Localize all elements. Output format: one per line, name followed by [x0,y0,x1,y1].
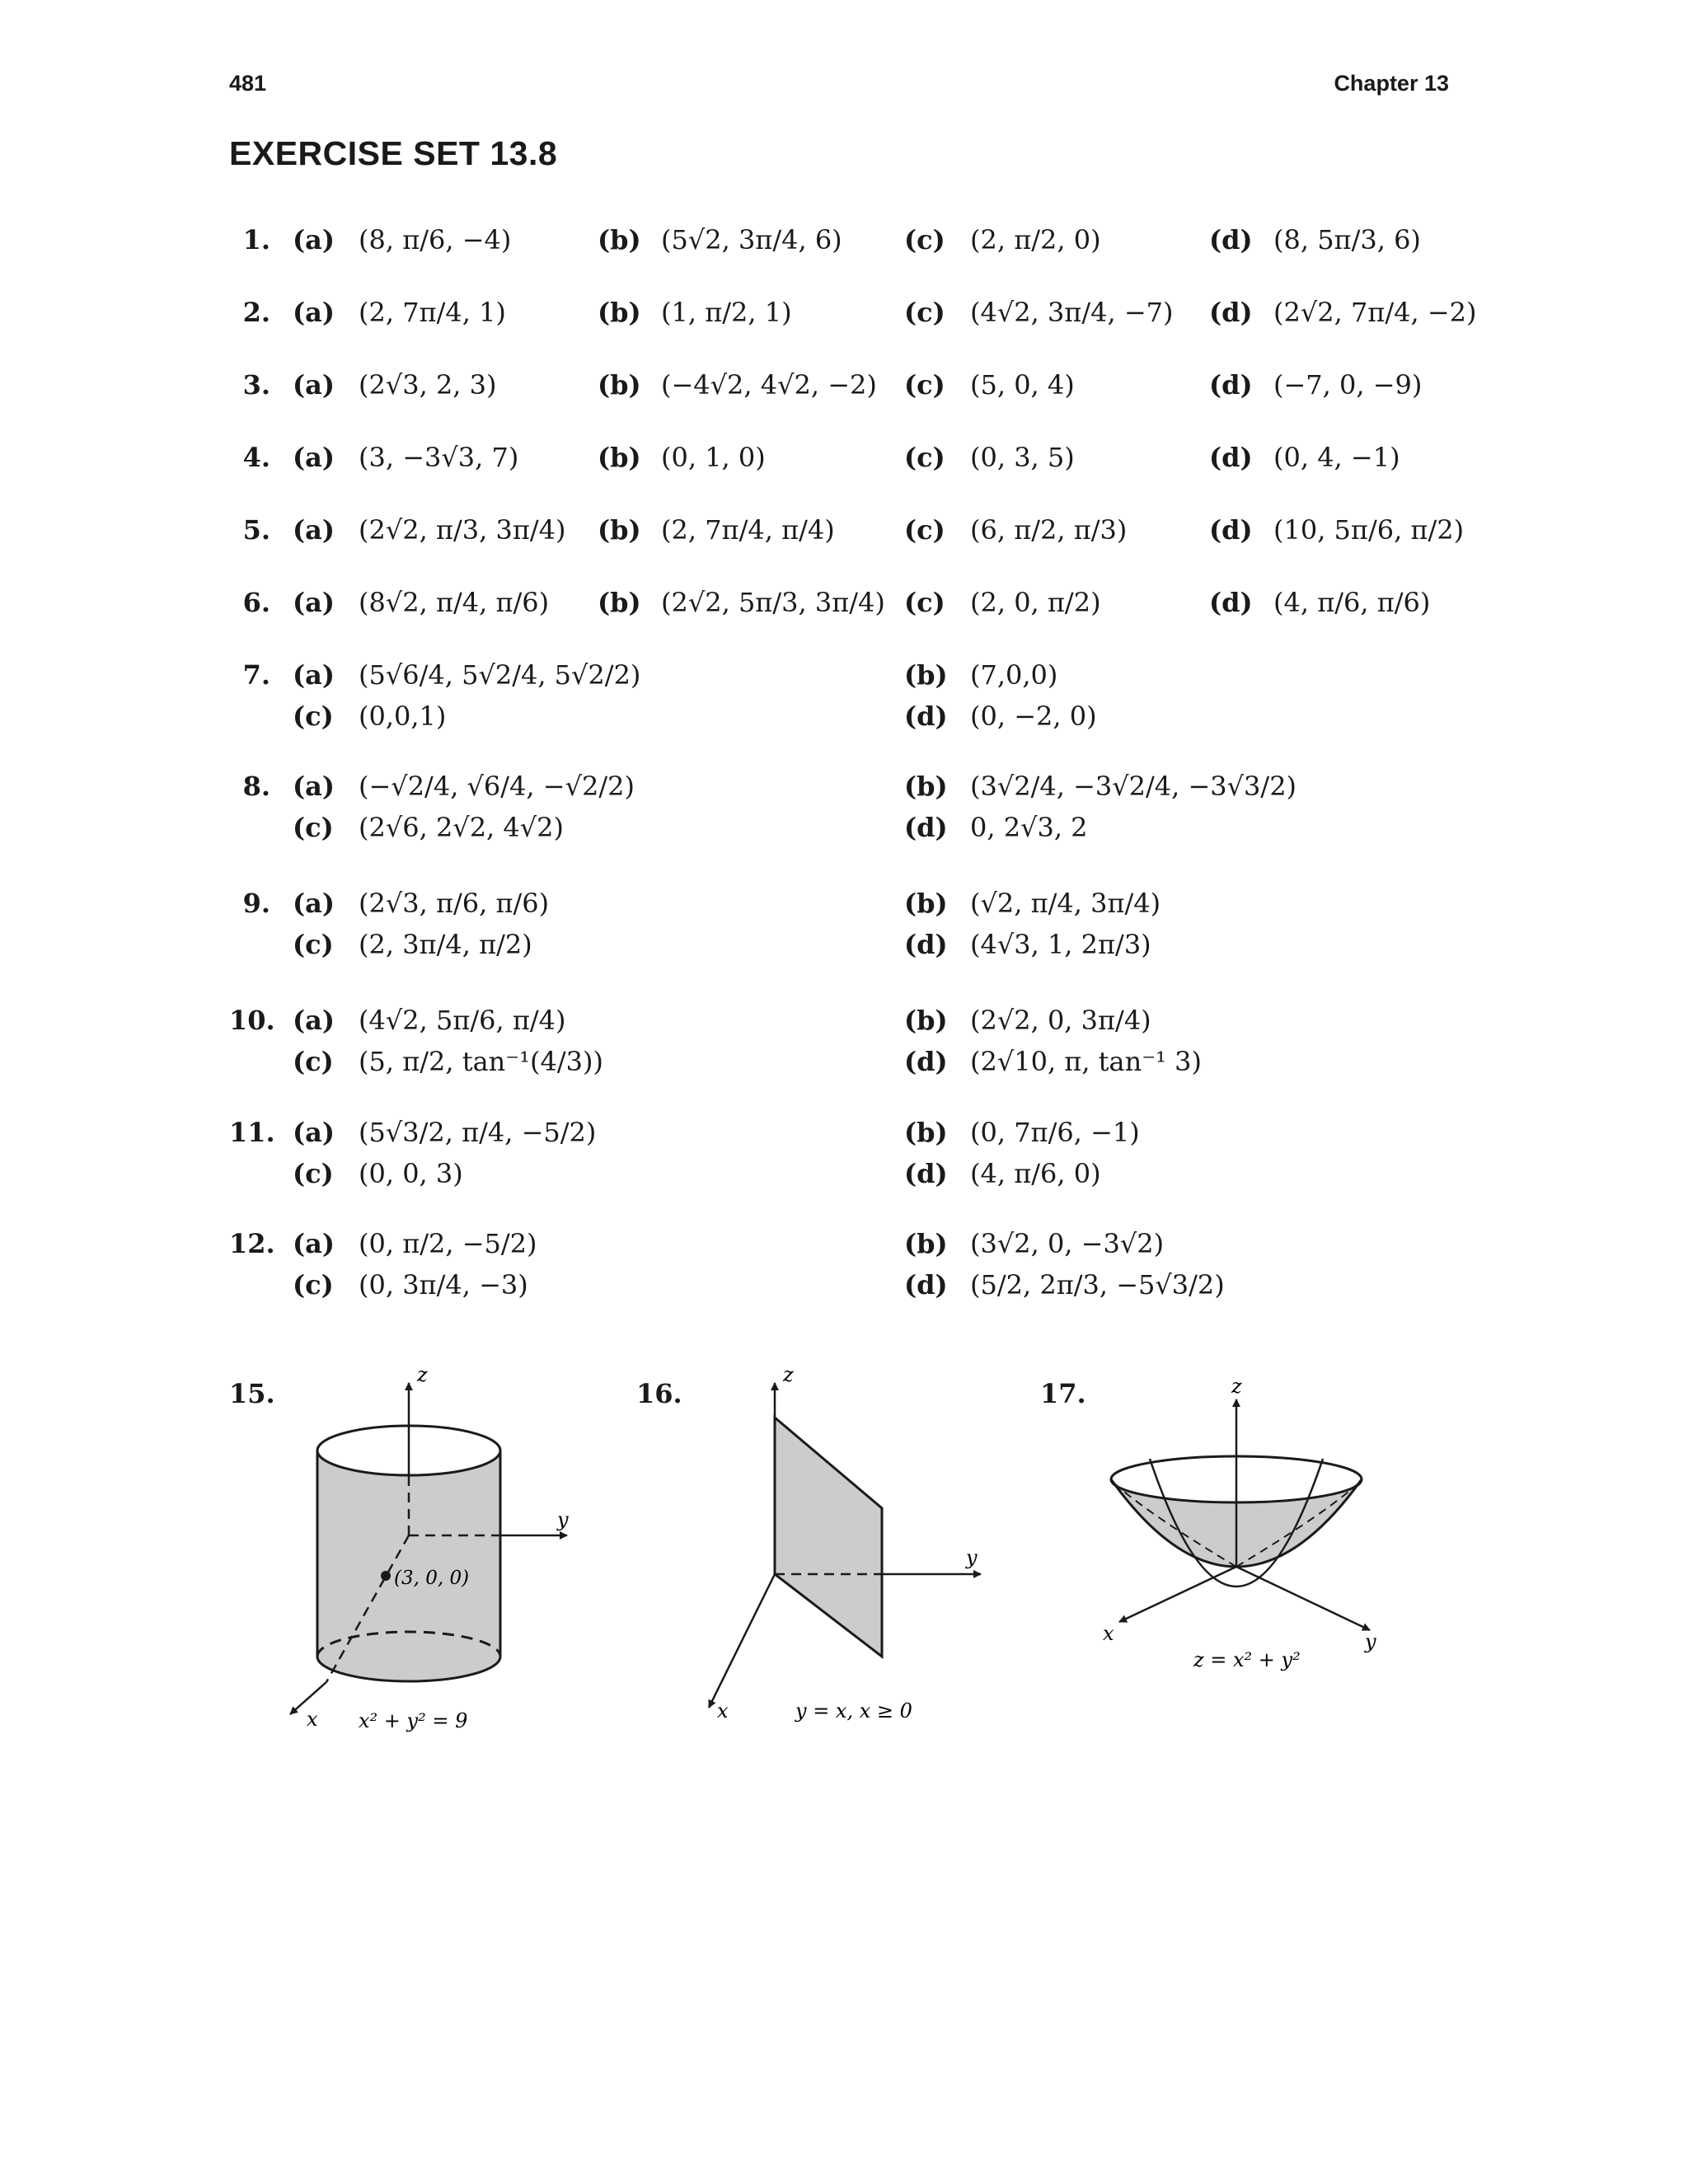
exercise-7 [229,659,1465,750]
answer-c: (4√2, 3π/4, −7) [970,297,1174,328]
part-label-d: (d) [904,701,948,732]
exercise-number: 7. [242,659,270,691]
answer-d: (0, −2, 0) [970,701,1097,732]
answer-b: (2√2, 0, 3π/4) [970,1005,1151,1036]
answer-a: (8√2, π/4, π/6) [359,587,550,618]
answer-a: (2, 7π/4, 1) [359,297,506,328]
answer-b: (3√2, 0, −3√2) [970,1228,1165,1259]
answer-a: (5√3/2, π/4, −5/2) [359,1117,597,1148]
part-label-a: (a) [293,659,335,691]
f16-x-axis-label: x [717,1699,729,1722]
f16-z-axis-label: z [783,1368,794,1386]
part-label-c: (c) [293,701,334,732]
answer-d: 0, 2√3, 2 [970,812,1088,843]
part-label-b: (b) [904,1005,948,1036]
part-label-a: (a) [293,297,335,328]
part-label-b: (b) [598,369,641,401]
part-label-b: (b) [904,1117,948,1148]
exercise-number: 12. [229,1228,275,1259]
part-label-a: (a) [293,369,335,401]
page-number: 481 [229,71,267,96]
f15-z-axis-label: z [417,1368,428,1386]
f17-caption: z = x² + y² [1193,1648,1301,1671]
answer-a: (3, −3√3, 7) [359,442,519,473]
answer-b: (1, π/2, 1) [661,297,792,328]
answer-b: (√2, π/4, 3π/4) [970,888,1161,919]
answer-b: (0, 1, 0) [661,442,766,473]
part-label-a: (a) [293,1005,335,1036]
part-label-b: (b) [598,297,641,328]
answer-a: (2√3, 2, 3) [359,369,497,401]
answer-d: (4√3, 1, 2π/3) [970,929,1151,960]
answer-d: (5/2, 2π/3, −5√3/2) [970,1269,1225,1301]
part-label-c: (c) [904,297,945,328]
figure-17-number: 17. [1040,1378,1086,1409]
answer-a: (0, π/2, −5/2) [359,1228,537,1259]
page-title: EXERCISE SET 13.8 [229,134,558,172]
part-label-a: (a) [293,771,335,802]
part-label-d: (d) [904,1269,948,1301]
part-label-d: (d) [904,1046,948,1077]
answer-b: (5√2, 3π/4, 6) [661,224,842,255]
part-label-c: (c) [904,587,945,618]
answer-b: (3√2/4, −3√2/4, −3√3/2) [970,771,1297,802]
part-label-a: (a) [293,1117,335,1148]
part-label-c: (c) [293,1269,334,1301]
part-label-d: (d) [1209,587,1253,618]
exercise-number: 11. [229,1117,275,1148]
chapter-label: Chapter 13 [1334,71,1449,96]
part-label-c: (c) [904,442,945,473]
answer-d: (2√10, π, tan⁻¹ 3) [970,1046,1202,1077]
exercise-9 [229,888,1465,978]
f15-point-label: (3, 0, 0) [394,1568,470,1589]
exercise-number: 4. [242,442,270,473]
f17-z-axis-label: z [1231,1375,1242,1398]
figure-16-plane [692,1368,1006,1747]
part-label-b: (b) [598,514,641,546]
part-label-b: (b) [598,587,641,618]
part-label-b: (b) [904,771,948,802]
answer-c: (0, 3, 5) [970,442,1075,473]
f17-y-axis-label: y [1365,1630,1376,1653]
answer-d: (10, 5π/6, π/2) [1273,514,1465,546]
part-label-c: (c) [293,812,334,843]
part-label-d: (d) [1209,297,1253,328]
part-label-c: (c) [904,369,945,401]
part-label-c: (c) [293,1158,334,1189]
exercise-number: 9. [242,888,270,919]
figure-17-paraboloid [1096,1368,1426,1681]
answer-c: (2, π/2, 0) [970,224,1101,255]
answer-c: (6, π/2, π/3) [970,514,1128,546]
part-label-b: (b) [598,224,641,255]
answer-c: (0, 3π/4, −3) [359,1269,528,1301]
part-label-b: (b) [904,659,948,691]
answer-b: (7,0,0) [970,659,1058,691]
exercise-number: 2. [242,297,270,328]
answer-b: (−4√2, 4√2, −2) [661,369,877,401]
part-label-c: (c) [293,929,334,960]
exercise-number: 8. [242,771,270,802]
f16-y-axis-label: y [966,1546,978,1569]
part-label-a: (a) [293,888,335,919]
f15-y-axis-label: y [557,1508,569,1531]
f15-caption: x² + y² = 9 [359,1709,468,1732]
part-label-d: (d) [904,812,948,843]
exercise-number: 5. [242,514,270,546]
part-label-a: (a) [293,224,335,255]
exercise-12 [229,1228,1465,1319]
answer-d: (8, 5π/3, 6) [1273,224,1421,255]
part-label-c: (c) [293,1046,334,1077]
answer-d: (4, π/6, π/6) [1273,587,1431,618]
part-label-a: (a) [293,514,335,546]
part-label-d: (d) [1209,224,1253,255]
part-label-c: (c) [904,514,945,546]
answer-c: (0,0,1) [359,701,447,732]
answer-d: (4, π/6, 0) [970,1158,1101,1189]
exercise-8 [229,771,1465,861]
answer-b: (0, 7π/6, −1) [970,1117,1140,1148]
exercise-number: 3. [242,369,270,401]
answer-d: (0, 4, −1) [1273,442,1400,473]
f17-x-axis-label: x [1103,1622,1114,1645]
part-label-d: (d) [904,929,948,960]
part-label-d: (d) [1209,442,1253,473]
part-label-d: (d) [904,1158,948,1189]
part-label-d: (d) [1209,514,1253,546]
part-label-c: (c) [904,224,945,255]
answer-c: (5, 0, 4) [970,369,1075,401]
part-label-a: (a) [293,442,335,473]
part-label-a: (a) [293,1228,335,1259]
answer-a: (8, π/6, −4) [359,224,512,255]
part-label-a: (a) [293,587,335,618]
part-label-b: (b) [598,442,641,473]
answer-c: (2, 3π/4, π/2) [359,929,532,960]
answer-a: (−√2/4, √6/4, −√2/2) [359,771,635,802]
answer-d: (2√2, 7π/4, −2) [1273,297,1477,328]
part-label-b: (b) [904,1228,948,1259]
exercise-11 [229,1117,1465,1207]
f16-caption: y = x, x ≥ 0 [795,1699,912,1722]
answer-b: (2√2, 5π/3, 3π/4) [661,587,885,618]
part-label-b: (b) [904,888,948,919]
figure-15-number: 15. [229,1378,275,1409]
answer-a: (2√2, π/3, 3π/4) [359,514,566,546]
answer-a: (4√2, 5π/6, π/4) [359,1005,566,1036]
exercise-number: 1. [242,224,270,255]
f15-x-axis-label: x [307,1708,318,1731]
answer-c: (5, π/2, tan⁻¹(4/3)) [359,1046,603,1077]
answer-d: (−7, 0, −9) [1273,369,1423,401]
exercise-10 [229,1005,1465,1095]
answer-a: (2√3, π/6, π/6) [359,888,550,919]
part-label-d: (d) [1209,369,1253,401]
answer-b: (2, 7π/4, π/4) [661,514,835,546]
figure-16-number: 16. [636,1378,682,1409]
exercise-number: 6. [242,587,270,618]
figure-15-cylinder [280,1368,593,1747]
answer-c: (2√6, 2√2, 4√2) [359,812,564,843]
answer-c: (2, 0, π/2) [970,587,1101,618]
answer-c: (0, 0, 3) [359,1158,463,1189]
exercise-number: 10. [229,1005,275,1036]
answer-a: (5√6/4, 5√2/4, 5√2/2) [359,659,641,691]
